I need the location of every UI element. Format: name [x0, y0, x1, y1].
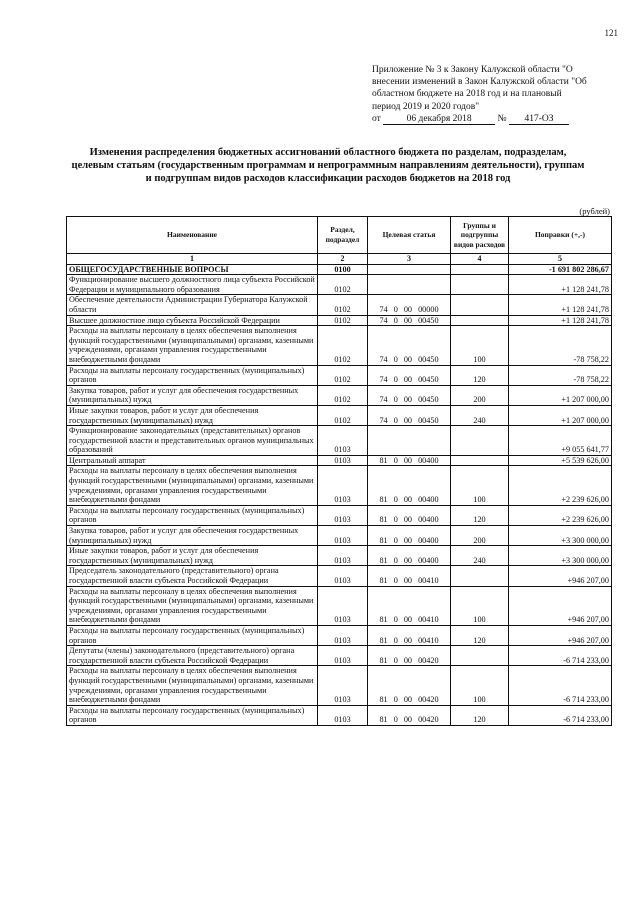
- row-section: 0103: [318, 646, 368, 666]
- row-group: 120: [451, 705, 509, 725]
- row-name: Функционирование высшего должностного лица субъекта Российской Федерации и муниципального образования: [67, 275, 318, 295]
- table-row: [67, 426, 612, 456]
- row-name: Центральный аппарат: [67, 455, 318, 466]
- row-group: 120: [451, 625, 509, 645]
- row-name: Закупка товаров, работ и услуг для обеспечения государственных (муниципальных) нужд: [67, 526, 318, 546]
- row-amount: +946 207,00: [509, 566, 612, 586]
- law-number: 417-ОЗ: [509, 114, 569, 125]
- row-amount: +1 128 241,78: [509, 315, 612, 326]
- row-group: 200: [451, 385, 509, 405]
- row-group: 100: [451, 466, 509, 505]
- row-amount: +2 239 626,00: [509, 505, 612, 525]
- row-name: Расходы на выплаты персоналу государственных (муниципальных) органов: [67, 505, 318, 525]
- row-target: 74 0 00 00000: [368, 295, 451, 315]
- row-name: Расходы на выплаты персоналу в целях обеспечения выполнения функций государственными (муниципальными) органами, казенными учреждениями, органами управления государственными внебюджетными фондами: [67, 586, 318, 625]
- table-row: [67, 326, 612, 365]
- header-amount: Поправки (+,-): [509, 217, 612, 254]
- appendix-line: внесении изменений в Закон Калужской области "Об: [372, 77, 587, 88]
- row-amount: +5 539 626,00: [509, 455, 612, 466]
- table-row: [67, 646, 612, 666]
- law-date: 06 декабря 2018: [383, 114, 495, 125]
- row-section: 0102: [318, 315, 368, 326]
- row-section: 0102: [318, 295, 368, 315]
- row-target: 81 0 00 00410: [368, 586, 451, 625]
- row-amount: +3 300 000,00: [509, 546, 612, 566]
- row-name: Обеспечение деятельности Администрации Губернатора Калужской области: [67, 295, 318, 315]
- row-section: 0103: [318, 466, 368, 505]
- table-row: [67, 566, 612, 586]
- row-name: Расходы на выплаты персоналу в целях обеспечения выполнения функций государственными (муниципальными) органами, казенными учреждениями, органами управления государственными внебюджетными фондами: [67, 666, 318, 705]
- table-row: [67, 385, 612, 405]
- row-section: 0103: [318, 705, 368, 725]
- row-name: ОБЩЕГОСУДАРСТВЕННЫЕ ВОПРОСЫ: [67, 264, 318, 275]
- row-target: 74 0 00 00450: [368, 385, 451, 405]
- row-section: 0103: [318, 666, 368, 705]
- table-row: [67, 455, 612, 466]
- table-header-row: [67, 217, 612, 254]
- row-section: 0100: [318, 264, 368, 275]
- row-target: [368, 426, 451, 456]
- header-section: Раздел, подраздел: [318, 217, 368, 254]
- table-row: [67, 264, 612, 275]
- row-amount: +946 207,00: [509, 586, 612, 625]
- table-row: [67, 625, 612, 645]
- appendix-line: Приложение № 3 к Закону Калужской области "О: [372, 65, 573, 75]
- row-section: 0103: [318, 566, 368, 586]
- row-section: 0103: [318, 526, 368, 546]
- row-amount: +1 207 000,00: [509, 385, 612, 405]
- row-amount: -78 758,22: [509, 326, 612, 365]
- table-row: [67, 365, 612, 385]
- column-number: 2: [318, 254, 368, 265]
- row-group: [451, 426, 509, 456]
- row-target: 81 0 00 00400: [368, 455, 451, 466]
- column-number: 1: [67, 254, 318, 265]
- row-group: [451, 275, 509, 295]
- page-number: 121: [604, 28, 618, 38]
- row-name: Расходы на выплаты персоналу в целях обеспечения выполнения функций государственными (муниципальными) органами, казенными учреждениями, органами управления государственными внебюджетными фондами: [67, 466, 318, 505]
- row-name: Председатель законодательного (представительного) органа государственной власти субъекта Российской Федерации: [67, 566, 318, 586]
- row-target: 81 0 00 00400: [368, 505, 451, 525]
- row-group: [451, 646, 509, 666]
- row-target: 81 0 00 00420: [368, 705, 451, 725]
- appendix-line: областном бюджете на 2018 год и на плановый: [372, 89, 562, 100]
- row-name: Иные закупки товаров, работ и услуг для обеспечения государственных (муниципальных) нужд: [67, 405, 318, 425]
- row-name: Расходы на выплаты персоналу государственных (муниципальных) органов: [67, 705, 318, 725]
- column-number-row: [67, 254, 612, 265]
- row-group: 200: [451, 526, 509, 546]
- row-group: 100: [451, 666, 509, 705]
- row-amount: -6 714 233,00: [509, 666, 612, 705]
- row-amount: +2 239 626,00: [509, 466, 612, 505]
- row-section: 0102: [318, 275, 368, 295]
- row-group: [451, 566, 509, 586]
- row-section: 0102: [318, 405, 368, 425]
- row-target: 74 0 00 00450: [368, 326, 451, 365]
- table-body: [67, 264, 612, 725]
- row-group: [451, 455, 509, 466]
- row-amount: -78 758,22: [509, 365, 612, 385]
- column-number: 3: [368, 254, 451, 265]
- row-target: 74 0 00 00450: [368, 405, 451, 425]
- row-amount: +1 207 000,00: [509, 405, 612, 425]
- header-target: Целевая статья: [368, 217, 451, 254]
- units-label: (рублей): [579, 206, 610, 216]
- row-group: 120: [451, 505, 509, 525]
- row-amount: +9 055 641,77: [509, 426, 612, 456]
- row-target: 81 0 00 00420: [368, 666, 451, 705]
- appendix-date-line: [372, 113, 610, 125]
- row-group: 240: [451, 405, 509, 425]
- row-target: 81 0 00 00400: [368, 526, 451, 546]
- appendix-line: период 2019 и 2020 годов": [372, 101, 480, 112]
- row-target: 81 0 00 00410: [368, 566, 451, 586]
- row-group: [451, 295, 509, 315]
- row-name: Расходы на выплаты персоналу государственных (муниципальных) органов: [67, 365, 318, 385]
- row-section: 0102: [318, 385, 368, 405]
- row-group: 100: [451, 586, 509, 625]
- row-target: 81 0 00 00400: [368, 546, 451, 566]
- row-section: 0103: [318, 546, 368, 566]
- row-amount: -6 714 233,00: [509, 646, 612, 666]
- table-row: [67, 466, 612, 505]
- row-amount: +3 300 000,00: [509, 526, 612, 546]
- row-section: 0103: [318, 455, 368, 466]
- row-amount: -6 714 233,00: [509, 705, 612, 725]
- table-row: [67, 586, 612, 625]
- table-row: [67, 546, 612, 566]
- row-target: 81 0 00 00400: [368, 466, 451, 505]
- row-group: [451, 315, 509, 326]
- budget-table: [66, 216, 612, 726]
- column-number: 5: [509, 254, 612, 265]
- row-target: 74 0 00 00450: [368, 315, 451, 326]
- row-section: 0102: [318, 365, 368, 385]
- row-section: 0103: [318, 625, 368, 645]
- row-target: 81 0 00 00410: [368, 625, 451, 645]
- row-name: Иные закупки товаров, работ и услуг для обеспечения государственных (муниципальных) нужд: [67, 546, 318, 566]
- table-row: [67, 405, 612, 425]
- row-amount: +1 128 241,78: [509, 295, 612, 315]
- document-title: Изменения распределения бюджетных ассигнований областного бюджета по разделам, подразделам, целевым статьям (государственным программам и непрограммным направлениям деятельности), группам и подгруппам видов расходов классификации расходов бюджетов на 2018 год: [71, 147, 585, 184]
- table-row: [67, 705, 612, 725]
- row-amount: -1 691 802 286,67: [509, 264, 612, 275]
- table-row: [67, 315, 612, 326]
- row-section: 0102: [318, 326, 368, 365]
- header-name: Наименование: [67, 217, 318, 254]
- row-name: Функционирование законодательных (представительных) органов государственной власти и представительных органов муниципальных образований: [67, 426, 318, 456]
- row-target: 81 0 00 00420: [368, 646, 451, 666]
- row-name: Депутаты (члены) законодательного (представительного) органа государственной власти субъекта Российской Федерации: [67, 646, 318, 666]
- row-group: 240: [451, 546, 509, 566]
- row-section: 0103: [318, 586, 368, 625]
- table-row: [67, 275, 612, 295]
- row-amount: +1 128 241,78: [509, 275, 612, 295]
- row-name: Расходы на выплаты персоналу государственных (муниципальных) органов: [67, 625, 318, 645]
- row-target: [368, 275, 451, 295]
- table-row: [67, 505, 612, 525]
- appendix-header: [372, 64, 610, 125]
- column-number: 4: [451, 254, 509, 265]
- row-group: [451, 264, 509, 275]
- row-target: [368, 264, 451, 275]
- row-target: 74 0 00 00450: [368, 365, 451, 385]
- row-name: Расходы на выплаты персоналу в целях обеспечения выполнения функций государственными (муниципальными) органами, казенными учреждениями, органами управления государственными внебюджетными фондами: [67, 326, 318, 365]
- table-row: [67, 666, 612, 705]
- row-group: 100: [451, 326, 509, 365]
- row-group: 120: [451, 365, 509, 385]
- row-name: Закупка товаров, работ и услуг для обеспечения государственных (муниципальных) нужд: [67, 385, 318, 405]
- table-row: [67, 295, 612, 315]
- row-section: 0103: [318, 505, 368, 525]
- table-row: [67, 526, 612, 546]
- row-amount: +946 207,00: [509, 625, 612, 645]
- row-name: Высшее должностное лицо субъекта Российской Федерации: [67, 315, 318, 326]
- from-label: от: [372, 113, 381, 124]
- number-label: №: [497, 113, 507, 124]
- header-group: Группы и подгруппы видов расходов: [451, 217, 509, 254]
- row-section: 0103: [318, 426, 368, 456]
